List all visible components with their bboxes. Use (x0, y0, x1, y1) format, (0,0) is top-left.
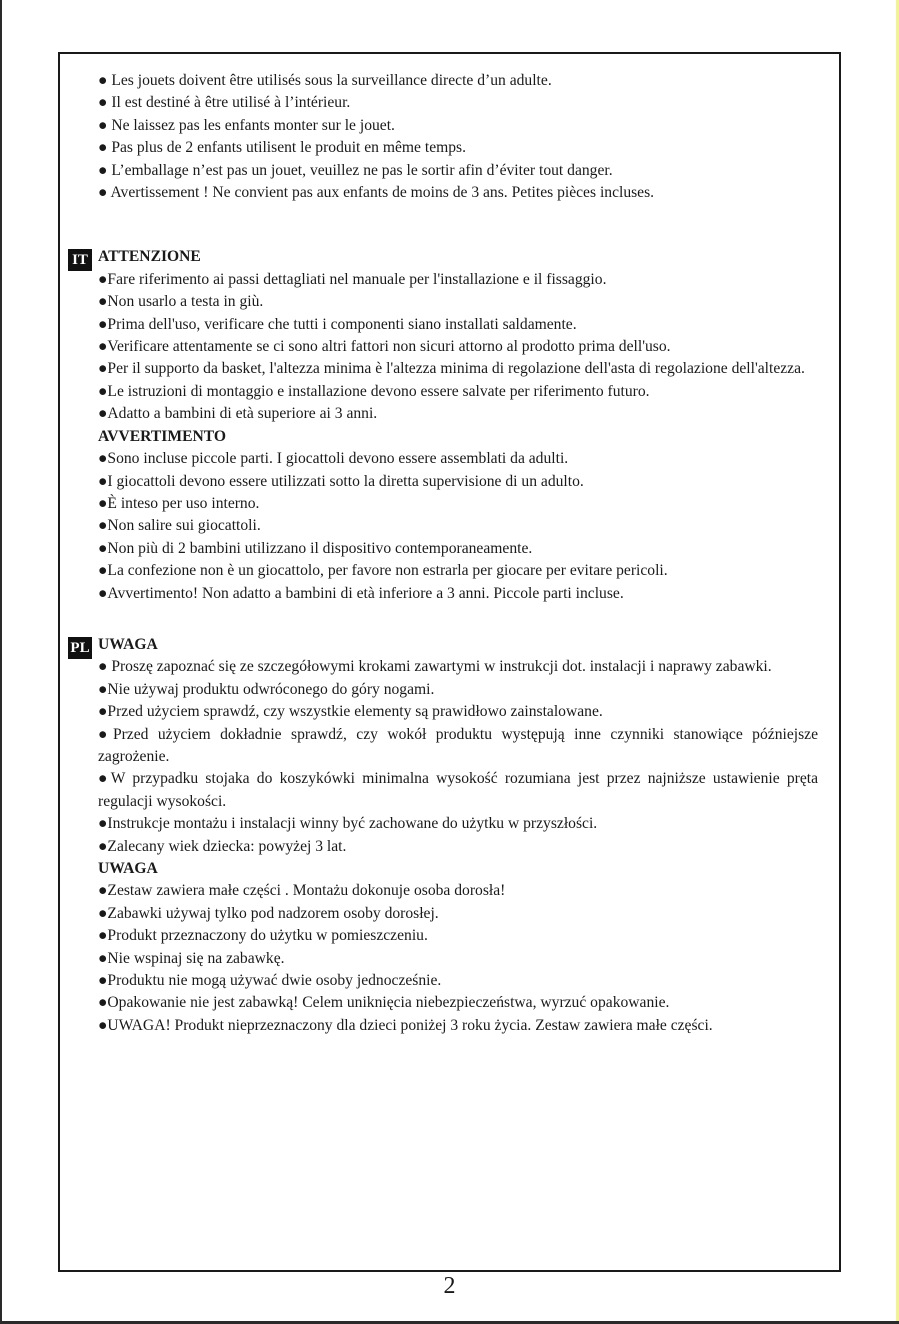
page-number: 2 (443, 1273, 456, 1299)
it-warning-item: ●Avvertimento! Non adatto a bambini di età inferiore a 3 anni. Piccole parti incluse. (98, 584, 624, 602)
pl-warning-item: ●UWAGA! Produkt nieprzeznaczony dla dzieci poniżej 3 roku życia. Zestaw zawiera małe części. (98, 1016, 713, 1034)
pl-warning-item: ●Zabawki używaj tylko pod nadzorem osoby dorosłej. (98, 904, 439, 922)
pl-item: ●Nie używaj produktu odwróconego do góry nogami. (98, 680, 435, 698)
pl-warning-item: ●Nie wspinaj się na zabawkę. (98, 949, 285, 967)
page-edge-left (0, 0, 2, 1324)
fr-item: ● Les jouets doivent être utilisés sous la surveillance directe d’un adulte. (98, 72, 552, 89)
polish-section (70, 634, 818, 1037)
fr-item: ● Il est destiné à être utilisé à l’intérieur. (98, 94, 351, 112)
fr-item: ● Ne laissez pas les enfants monter sur le jouet. (98, 116, 395, 134)
pl-warning-item: ●Opakowanie nie jest zabawką! Celem uniknięcia niebezpieczeństwa, wyrzuć opakowanie. (98, 994, 670, 1012)
it-warning-item: ●Non salire sui giocattoli. (98, 517, 261, 535)
it-language-tag: IT (68, 249, 92, 271)
pl-item: ●Zalecany wiek dziecka: powyżej 3 lat. (98, 837, 347, 855)
pl-item: ●Przed użyciem sprawdź, czy wszystkie elementy są prawidłowo zainstalowane. (98, 703, 603, 721)
pl-language-tag: PL (68, 637, 92, 659)
italian-section (72, 246, 818, 605)
pl-warning-item: ●Produkt przeznaczony do użytku w pomieszczeniu. (98, 927, 428, 945)
it-warning-heading: AVVERTIMENTO (98, 427, 226, 445)
fr-item: ● Avertissement ! Ne convient pas aux enfants de moins de 3 ans. Petites pièces incluses. (98, 184, 655, 202)
pl-warning-item: ●Produktu nie mogą używać dwie osoby jednocześnie. (98, 972, 442, 990)
it-heading: ATTENZIONE (98, 248, 201, 266)
it-item: ●Le istruzioni di montaggio e installazione devono essere salvate per riferimento futuro. (98, 382, 650, 400)
it-item: ●Per il supporto da basket, l'altezza minima è l'altezza minima di regolazione dell'asta di regolazione dell'altezza. (98, 360, 805, 378)
it-warning-item: ●Sono incluse piccole parti. I giocattoli devono essere assemblati da adulti. (98, 450, 569, 468)
instructions-content (70, 70, 818, 1037)
pl-item: ● Proszę zapoznać się ze szczegółowymi krokami zawartymi w instrukcji dot. instalacji i naprawy zabawki. (98, 658, 772, 676)
pl-warning-item: ●Zestaw zawiera małe części . Montażu dokonuje osoba dorosła! (98, 882, 506, 900)
it-item: ●Non usarlo a testa in giù. (98, 293, 264, 311)
it-item: ●Adatto a bambini di età superiore ai 3 anni. (98, 405, 378, 423)
pl-warning-heading: UWAGA (98, 860, 158, 877)
it-item: ●Verificare attentamente se ci sono altri fattori non sicuri attorno al prodotto prima dell'uso. (98, 338, 671, 356)
it-warning-item: ●La confezione non è un giocattolo, per favore non estrarla per giocare per evitare pericoli. (98, 562, 668, 580)
pl-item: ●Przed użyciem dokładnie sprawdź, czy wokół produktu występują inne czynniki stanowiące późniejsze zagrożenie. (98, 725, 818, 765)
pl-heading: UWAGA (98, 635, 158, 653)
french-section (98, 70, 818, 204)
it-item: ●Fare riferimento ai passi dettagliati nel manuale per l'installazione e il fissaggio. (98, 270, 607, 288)
it-warning-item: ●I giocattoli devono essere utilizzati sotto la diretta supervisione di un adulto. (98, 472, 584, 490)
it-warning-item: ●È inteso per uso interno. (98, 494, 260, 512)
it-item: ●Prima dell'uso, verificare che tutti i componenti siano installati saldamente. (98, 315, 577, 333)
pl-item: ●W przypadku stojaka do koszykówki minimalna wysokość rozumiana jest przez najniższe ustawienie pręta regulacji wysokości. (98, 770, 818, 810)
it-warning-item: ●Non più di 2 bambini utilizzano il dispositivo contemporaneamente. (98, 539, 533, 557)
pl-item: ●Instrukcje montażu i instalacji winny być zachowane do użytku w przyszłości. (98, 815, 598, 833)
fr-item: ● L’emballage n’est pas un jouet, veuillez ne pas le sortir afin d’éviter tout danger. (98, 161, 613, 179)
fr-item: ● Pas plus de 2 enfants utilisent le produit en même temps. (98, 139, 467, 157)
